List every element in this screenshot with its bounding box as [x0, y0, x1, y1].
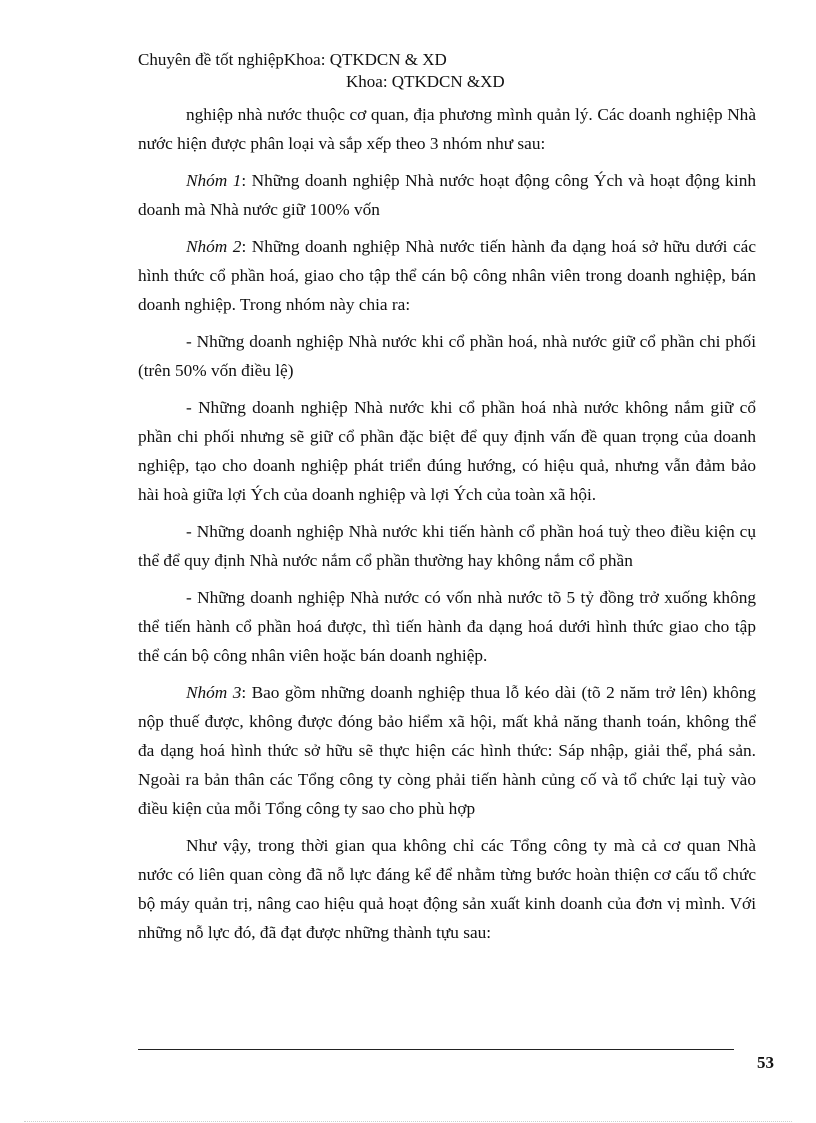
paragraph-text: : Những doanh nghiệp Nhà nước hoạt động công Ých và hoạt động kinh doanh mà Nhà nước giữ 100% vốn [138, 171, 757, 219]
group-label: Nhóm 3 [186, 683, 242, 702]
paragraph-text: - Những doanh nghiệp Nhà nước khi tiến hành cổ phần hoá tuỳ theo điều kiện cụ thể để quy định Nhà nước nắm cổ phần thường hay không nắm cổ phần [138, 522, 756, 570]
page-bottom-border [24, 1121, 792, 1122]
list-item [138, 583, 756, 670]
group-label: Nhóm 2 [186, 237, 242, 256]
running-header: Chuyên đề tốt nghiệpKhoa: QTKDCN & XD [138, 50, 447, 69]
paragraph-text: nghiệp nhà nước thuộc cơ quan, địa phương mình quản lý. Các doanh nghiệp Nhà nước hiện được phân loại và sắp xếp theo 3 nhóm như sau: [138, 105, 756, 153]
body-text [138, 100, 756, 955]
paragraph-text: - Những doanh nghiệp Nhà nước khi cổ phần hoá nhà nước không nắm giữ cổ phần chi phối nhưng sẽ giữ cổ phần đặc biệt để quy định vấn đề quan trọng của doanh nghiệp, tạo cho doanh nghiệp phát triển đúng hướng, có hiệu quả, nhưng vẫn đảm bảo hài hoà giữa lợi Ých của doanh nghiệp và lợi Ých của toàn xã hội. [138, 398, 756, 504]
list-item [138, 393, 756, 509]
paragraph-text: : Bao gồm những doanh nghiệp thua lỗ kéo dài (tõ 2 năm trở lên) không nộp thuế được, không được đóng bảo hiểm xã hội, mất khả năng thanh toán, không thể đa dạng hoá hình thức sở hữu sẽ thực hiện các hình thức: Sáp nhập, giải thể, phá sản. Ngoài ra bản thân các Tổng công ty còng phải tiến hành củng cố và tổ chức lại tuỳ vào điều kiện của mỗi Tổng công ty sao cho phù hợp [138, 683, 756, 818]
paragraph-text: : Những doanh nghiệp Nhà nước tiến hành đa dạng hoá sở hữu dưới các hình thức cổ phần hoá, giao cho tập thể cán bộ công nhân viên trong doanh nghiệp, bán doanh nghiệp. Trong nhóm này chia ra: [138, 237, 756, 314]
paragraph-group-3 [138, 678, 756, 823]
paragraph-text: Như vậy, trong thời gian qua không chỉ các Tổng công ty mà cả cơ quan Nhà nước có liên quan còng đã nỗ lực đáng kể để nhằm từng bước hoàn thiện cơ cấu tổ chức bộ máy quản trị, nâng cao hiệu quả hoạt động sản xuất kinh doanh của đơn vị mình. Với những nỗ lực đó, đã đạt được những thành tựu sau: [138, 836, 756, 942]
page-number: 53 [757, 1053, 774, 1072]
footer-rule [138, 1049, 734, 1050]
group-label: Nhóm 1 [186, 171, 242, 190]
list-item [138, 327, 756, 385]
paragraph-text: - Những doanh nghiệp Nhà nước có vốn nhà nước tõ 5 tỷ đồng trở xuống không thể tiến hành cổ phần hoá được, thì tiến hành đa dạng hoá dưới hình thức giao cho tập thể cán bộ công nhân viên hoặc bán doanh nghiệp. [138, 588, 756, 665]
paragraph-text: - Những doanh nghiệp Nhà nước khi cổ phần hoá, nhà nước giữ cổ phần chi phối (trên 50% vốn điều lệ) [138, 332, 756, 380]
list-item [138, 517, 756, 575]
running-header-subline: Khoa: QTKDCN &XD [346, 72, 505, 91]
paragraph [138, 831, 756, 947]
paragraph [138, 100, 756, 158]
paragraph-group-1 [138, 166, 756, 224]
paragraph-group-2 [138, 232, 756, 319]
